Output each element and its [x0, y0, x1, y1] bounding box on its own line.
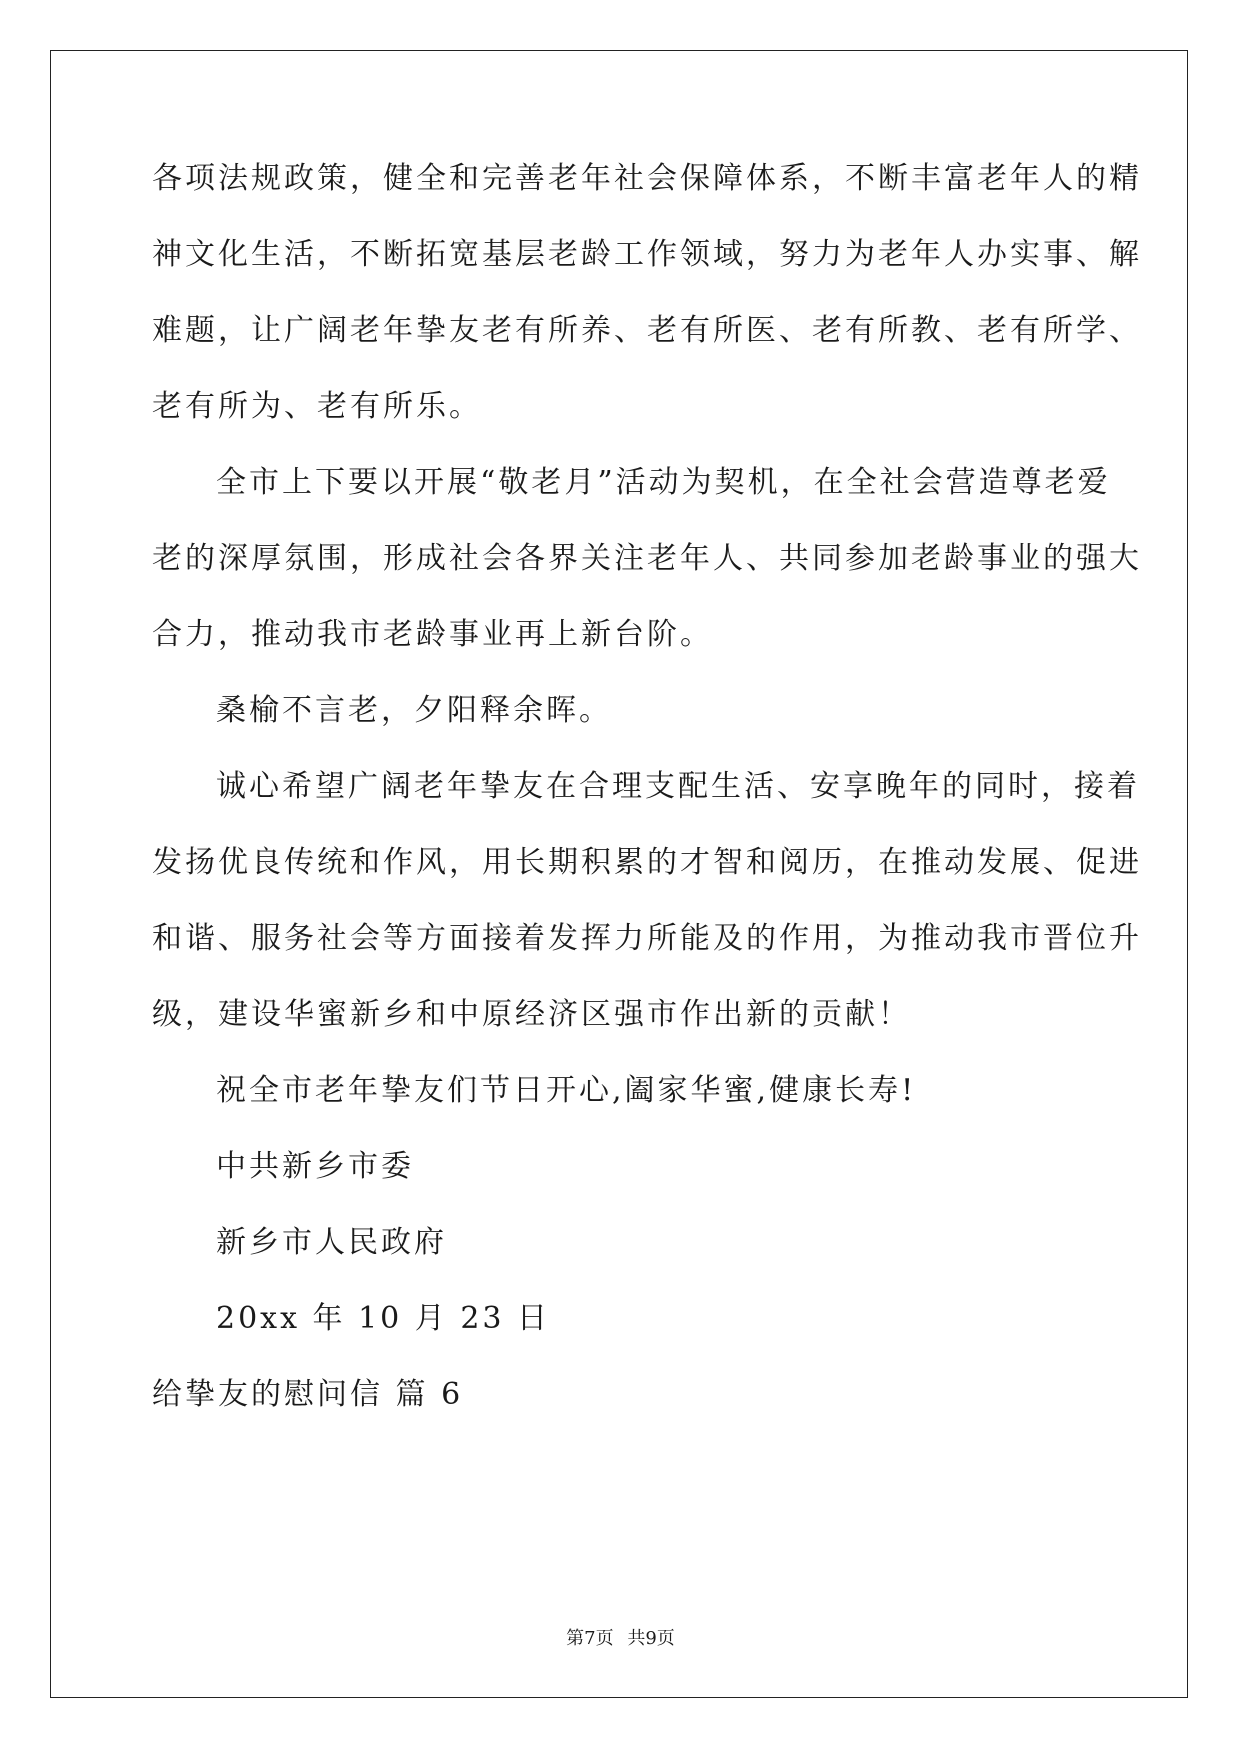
- signature-line: 中共新乡市委: [216, 1149, 414, 1184]
- text-line: 诚心希望广阔老年挚友在合理支配生活、安享晚年的同时，接着: [216, 769, 1140, 804]
- page-number-total: 共9页: [627, 1628, 675, 1649]
- text-line: 级，建设华蜜新乡和中原经济区强市作出新的贡献！: [152, 997, 911, 1032]
- text-line: 全市上下要以开展“敬老月”活动为契机，在全社会营造尊老爱: [216, 465, 1111, 500]
- text-line: 桑榆不言老，夕阳释余晖。: [216, 693, 612, 728]
- signature-line: 新乡市人民政府: [216, 1225, 447, 1260]
- text-line: 各项法规政策，健全和完善老年社会保障体系，不断丰富老年人的精: [152, 161, 1142, 196]
- text-line: 和谐、服务社会等方面接着发挥力所能及的作用，为推动我市晋位升: [152, 921, 1142, 956]
- text-line: 难题，让广阔老年挚友老有所养、老有所医、老有所教、老有所学、: [152, 313, 1142, 348]
- date-line: 20xx 年 10 月 23 日: [216, 1301, 551, 1336]
- text-line: 老有所为、老有所乐。: [152, 389, 482, 424]
- text-line: 合力，推动我市老龄事业再上新台阶。: [152, 617, 713, 652]
- page-number-current: 第7页: [566, 1628, 614, 1649]
- text-line: 老的深厚氛围，形成社会各界关注老年人、共同参加老龄事业的强大: [152, 541, 1142, 576]
- text-line: 发扬优良传统和作风，用长期积累的才智和阅历，在推动发展、促进: [152, 845, 1142, 880]
- page-footer: [0, 1628, 1241, 1650]
- document-body: [152, 160, 1142, 1452]
- section-heading: 给挚友的慰问信 篇 6: [152, 1377, 464, 1412]
- text-line: 神文化生活，不断拓宽基层老龄工作领域，努力为老年人办实事、解: [152, 237, 1142, 272]
- text-line: 祝全市老年挚友们节日开心,阖家华蜜,健康长寿!: [216, 1073, 917, 1108]
